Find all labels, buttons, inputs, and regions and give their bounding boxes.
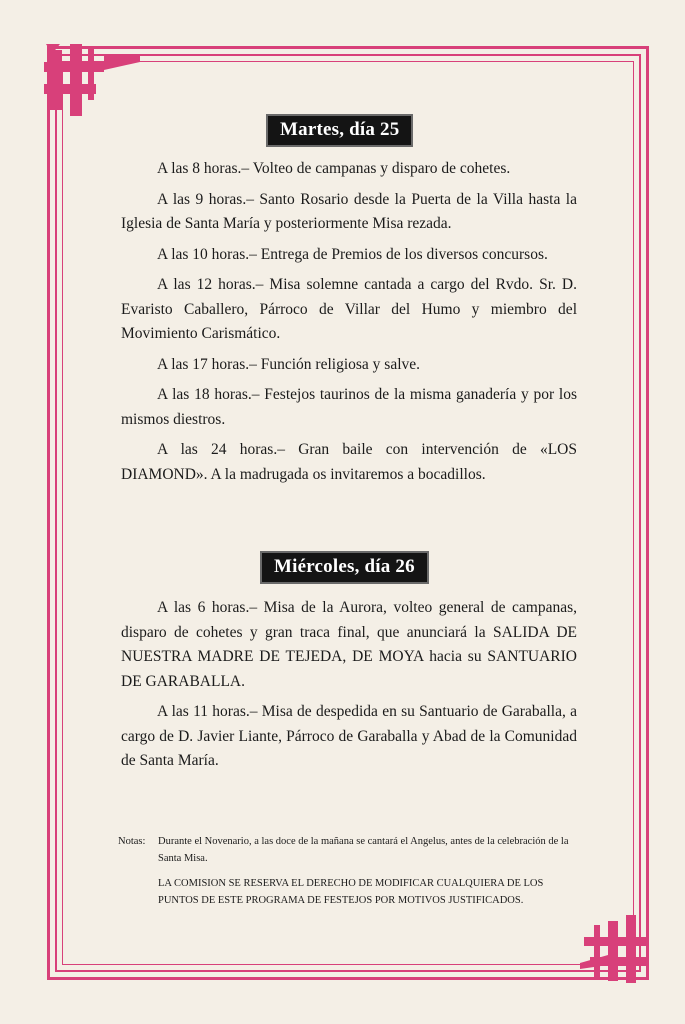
pink-cross-ornament-icon — [44, 40, 144, 120]
commission-notice: LA COMISION SE RESERVA EL DERECHO DE MODIFICAR CUALQUIERA DE LOS PUNTOS DE ESTE PROGRAMA DE FESTEJOS POR MOTIVOS JUSTIFICADOS. — [158, 878, 544, 906]
miercoles-schedule — [121, 596, 577, 780]
notes-label: Notas: — [118, 836, 146, 847]
schedule-item: A las 6 horas.– Misa de la Aurora, volteo general de campanas, disparo de cohetes y gran traca final, que anunciará la SALIDA DE NUESTRA MADRE DE TEJEDA, DE MOYA hacia su SANTUARIO DE GARABALLA. — [121, 599, 577, 690]
section-heading-miercoles: Miércoles, día 26 — [260, 551, 429, 584]
schedule-item: A las 12 horas.– Misa solemne cantada a cargo del Rvdo. Sr. D. Evaristo Caballero, Párroco de Villar del Humo y miembro del Movimiento Carismático. — [121, 276, 577, 342]
pink-cross-ornament-icon — [580, 915, 650, 985]
schedule-item: A las 10 horas.– Entrega de Premios de los diversos concursos. — [157, 245, 548, 263]
notes-block — [118, 833, 580, 909]
schedule-item: A las 11 horas.– Misa de despedida en su Santuario de Garaballa, a cargo de D. Javier Liante, Párroco de Garaballa y Abad de la Comunidad de Santa María. — [121, 703, 577, 769]
schedule-item: A las 18 horas.– Festejos taurinos de la misma ganadería y por los mismos diestros. — [121, 386, 577, 428]
schedule-item: A las 9 horas.– Santo Rosario desde la Puerta de la Villa hasta la Iglesia de Santa María y posteriormente Misa rezada. — [121, 190, 577, 232]
notes-text: Durante el Novenario, a las doce de la mañana se cantará el Angelus, antes de la celebración de la Santa Misa. — [158, 836, 569, 864]
schedule-item: A las 17 horas.– Función religiosa y salve. — [157, 355, 421, 373]
schedule-item: A las 8 horas.– Volteo de campanas y disparo de cohetes. — [157, 160, 511, 177]
schedule-item: A las 24 horas.– Gran baile con intervención de «LOS DIAMOND». A la madrugada os invitaremos a bocadillos. — [121, 441, 577, 483]
section-heading-martes: Martes, día 25 — [266, 114, 413, 147]
martes-schedule — [121, 157, 577, 493]
